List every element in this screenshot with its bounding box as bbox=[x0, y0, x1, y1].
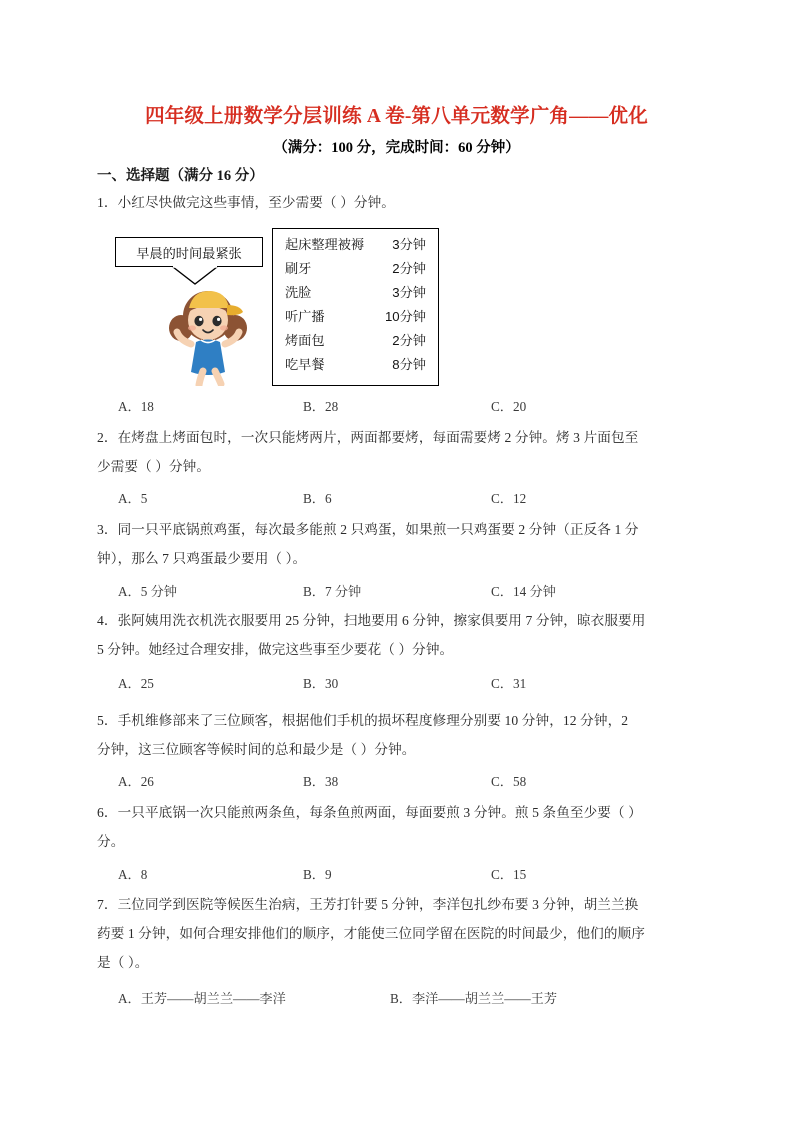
question-2-line-2: 少需要（ ）分钟。 bbox=[97, 459, 211, 474]
option-a[interactable]: A．王芳——胡兰兰——李洋 bbox=[118, 991, 286, 1006]
option-c[interactable]: C．14 分钟 bbox=[491, 584, 556, 599]
task-label: 刷牙 bbox=[285, 261, 312, 276]
option-a[interactable]: A．5 bbox=[118, 491, 148, 506]
task-label: 洗脸 bbox=[285, 285, 312, 300]
task-label: 吃早餐 bbox=[285, 357, 325, 372]
question-5-line-1: 5．手机维修部来了三位顾客，根据他们手机的损坏程度修理分别要 10 分钟，12 分钟，2 bbox=[97, 713, 629, 728]
question-1-line-1: 1．小红尽快做完这些事情，至少需要（ ）分钟。 bbox=[97, 195, 395, 210]
option-b[interactable]: B．30 bbox=[303, 676, 339, 691]
cartoon-girl-illustration bbox=[165, 278, 251, 386]
page-title: 四年级上册数学分层训练 A 卷-第八单元数学广角——优化 bbox=[145, 106, 648, 127]
page-subtitle: （满分：100 分，完成时间：60 分钟） bbox=[273, 140, 520, 156]
task-label: 听广播 bbox=[285, 309, 325, 324]
question-6-line-2: 分。 bbox=[97, 834, 125, 849]
option-a[interactable]: A．25 bbox=[118, 676, 154, 691]
option-a[interactable]: A．18 bbox=[118, 399, 154, 414]
question-3-line-2: 钟），那么 7 只鸡蛋最少要用（ ）。 bbox=[97, 551, 307, 566]
option-c[interactable]: C．58 bbox=[491, 774, 527, 789]
question-4-line-1: 4．张阿姨用洗衣机洗衣服要用 25 分钟，扫地要用 6 分钟，擦家俱要用 7 分钟，晾衣服要用 bbox=[97, 613, 646, 628]
option-a[interactable]: A．5 分钟 bbox=[118, 584, 177, 599]
option-a[interactable]: A．26 bbox=[118, 774, 154, 789]
option-c[interactable]: C．15 bbox=[491, 867, 527, 882]
option-c[interactable]: C．31 bbox=[491, 676, 527, 691]
task-label: 烤面包 bbox=[285, 333, 325, 348]
option-b[interactable]: B．6 bbox=[303, 491, 332, 506]
task-duration: 2分钟 bbox=[392, 333, 426, 348]
option-b[interactable]: B．9 bbox=[303, 867, 332, 882]
question-7-line-1: 7．三位同学到医院等候医生治病，王芳打针要 5 分钟，李洋包扎纱布要 3 分钟，胡兰兰换 bbox=[97, 897, 639, 912]
question-7-line-3: 是（ ）。 bbox=[97, 955, 149, 970]
table-row bbox=[285, 234, 426, 258]
task-duration: 10分钟 bbox=[384, 309, 426, 324]
option-b[interactable]: B．38 bbox=[303, 774, 339, 789]
question-2-line-1: 2．在烤盘上烤面包时，一次只能烤两片，两面都要烤，每面需要烤 2 分钟。烤 3 片面包至 bbox=[97, 430, 639, 445]
question-6-line-1: 6．一只平底锅一次只能煎两条鱼，每条鱼煎两面，每面要煎 3 分钟。煎 5 条鱼至少要（ ） bbox=[97, 805, 642, 820]
task-duration: 3分钟 bbox=[392, 237, 426, 252]
task-label: 起床整理被褥 bbox=[285, 237, 365, 252]
question-4-line-2: 5 分钟。她经过合理安排，做完这些事至少要花（ ）分钟。 bbox=[97, 642, 454, 657]
task-duration: 3分钟 bbox=[392, 285, 426, 300]
option-b[interactable]: B．7 分钟 bbox=[303, 584, 362, 599]
table-row bbox=[285, 354, 426, 378]
option-c[interactable]: C．20 bbox=[491, 399, 527, 414]
option-b[interactable]: B．李洋——胡兰兰——王芳 bbox=[390, 991, 558, 1006]
option-a[interactable]: A．8 bbox=[118, 867, 148, 882]
question-5-line-2: 分钟，这三位顾客等候时间的总和最少是（ ）分钟。 bbox=[97, 742, 416, 757]
table-row bbox=[285, 282, 426, 306]
question-1-figure bbox=[97, 228, 697, 388]
question-3-line-1: 3．同一只平底锅煎鸡蛋，每次最多能煎 2 只鸡蛋，如果煎一只鸡蛋要 2 分钟（正反各 1 分 bbox=[97, 522, 639, 537]
question-7-line-2: 药要 1 分钟，如何合理安排他们的顺序，才能使三位同学留在医院的时间最少，他们的顺序 bbox=[97, 926, 645, 941]
section-heading-choice: 一、选择题（满分 16 分） bbox=[97, 168, 264, 184]
task-duration: 2分钟 bbox=[392, 261, 426, 276]
option-b[interactable]: B．28 bbox=[303, 399, 339, 414]
table-row bbox=[285, 306, 426, 330]
option-c[interactable]: C．12 bbox=[491, 491, 527, 506]
table-row bbox=[285, 258, 426, 282]
task-duration: 8分钟 bbox=[392, 357, 426, 372]
speech-bubble bbox=[115, 237, 263, 267]
morning-routine-table bbox=[272, 228, 439, 386]
speech-bubble-text: 早晨的时间最紧张 bbox=[136, 245, 242, 261]
table-row bbox=[285, 330, 426, 354]
